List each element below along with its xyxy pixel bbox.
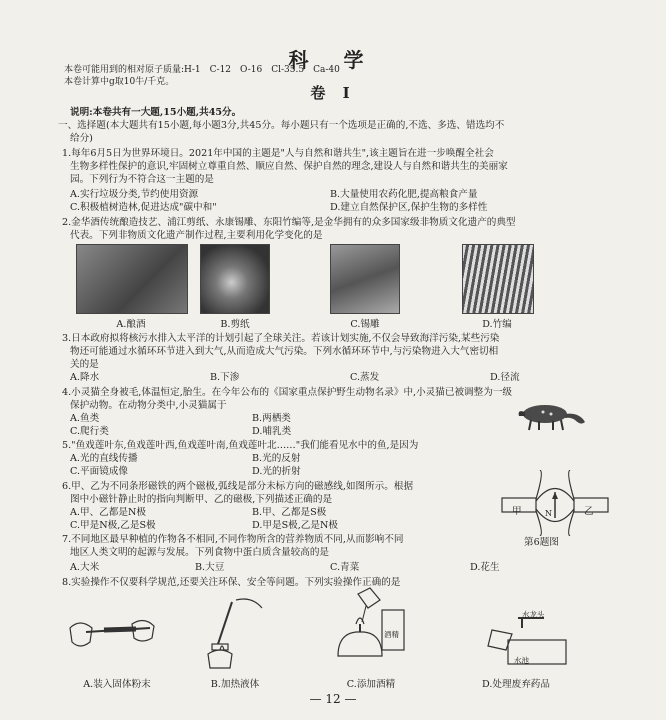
q3-stem-2: 物还可能通过水循环环节进入到大气,从而造成大气污染。下列水循环环节中,与污染物进入大气密切相 <box>70 346 499 357</box>
instructions-note: 说明:本卷共有一大题,15小题,共45分。 <box>70 107 242 118</box>
q5-option-a: A.光的直线传播 <box>70 453 138 464</box>
q6-figure-caption: 第6题图 <box>524 537 559 548</box>
q6-option-b: B.甲、乙都是S极 <box>252 507 327 518</box>
q5-stem-1: 5."鱼戏莲叶东,鱼戏莲叶西,鱼戏莲叶南,鱼戏莲叶北……"我们能看见水中的鱼,是因为 <box>62 440 419 451</box>
part1-heading: 一、选择题(本大题共有15小题,每小题3分,共45分。每小题只有一个选项是正确的,不选、多选、错选均不 <box>58 120 505 131</box>
q1-option-b: B.大量使用农药化肥,提高粮食产量 <box>330 189 478 200</box>
section-title: 卷 Ⅰ <box>310 84 356 102</box>
q5-option-c: C.平面镜成像 <box>70 466 129 477</box>
lab-powder-image <box>66 598 158 670</box>
q1-option-d: D.建立自然保护区,保护生物的多样性 <box>330 202 488 213</box>
q1-stem-1: 1.每年6月5日为世界环境日。2021年中国的主题是"人与自然和谐共生",该主题旨在进一步唤醒全社会 <box>62 148 494 159</box>
q4-option-d: D.哺乳类 <box>252 426 292 437</box>
photo-bamboo-weaving <box>462 244 534 314</box>
q7-option-d: D.花生 <box>470 562 500 573</box>
q8-option-a: A.装入固体粉末 <box>83 679 151 690</box>
q6-option-a: A.甲、乙都是N极 <box>70 507 146 518</box>
q6-stem-1: 6.甲、乙为不同条形磁铁的两个磁极,弧线是部分未标方向的磁感线,如图所示。根据 <box>62 481 414 492</box>
q4-option-a: A.鱼类 <box>70 413 100 424</box>
q4-option-c: C.爬行类 <box>70 426 109 437</box>
q6-option-c: C.甲是N极,乙是S极 <box>70 520 156 531</box>
q4-option-b: B.两栖类 <box>252 413 291 424</box>
q8-stem-1: 8.实验操作不仅要科学规范,还要关注环保、安全等问题。下列实验操作正确的是 <box>62 577 401 588</box>
photo-paper-cutting <box>200 244 270 314</box>
lab-heating-image <box>192 594 272 672</box>
atomic-masses: 本卷可能用到的相对原子质量:H-1 C-12 O-16 Cl-35.5 Ca-40 <box>64 65 340 75</box>
q1-stem-2: 生物多样性保护的意识,牢固树立尊重自然、顺应自然、保护自然的理念,建设人与自然和谐共生的美丽家 <box>70 161 508 172</box>
q3-option-c: C.蒸发 <box>350 372 380 383</box>
q8-option-d: D.处理废弃药品 <box>482 679 550 690</box>
photo-tin-carving <box>330 244 400 314</box>
magnet-label-left: 甲 <box>512 506 522 517</box>
q2-stem-1: 2.金华酒传统酿造技艺、浦江剪纸、永康锡雕、东阳竹编等,是金华拥有的众多国家级非物质文化遗产的典型 <box>62 217 516 228</box>
photo-brewing <box>76 244 188 314</box>
q3-stem-3: 关的是 <box>70 359 99 370</box>
q2-option-a: A.酿酒 <box>116 319 146 330</box>
q2-option-b: B.剪纸 <box>220 319 250 330</box>
q6-stem-2: 图中小磁针静止时的指向判断甲、乙的磁极,下列描述正确的是 <box>70 494 333 505</box>
magnet-field-diagram <box>500 470 610 536</box>
g-note: 本卷计算中g取10牛/千克。 <box>64 77 175 87</box>
q6-option-d: D.甲是S极,乙是N极 <box>252 520 338 531</box>
q2-option-d: D.竹编 <box>482 319 512 330</box>
q4-stem-1: 4.小灵猫全身被毛,体温恒定,胎生。在今年公布的《国家重点保护野生动物名录》中,小灵猫已被调整为一级 <box>62 387 513 398</box>
q1-stem-3: 园。下列行为不符合这一主题的是 <box>70 174 214 185</box>
q7-option-a: A.大米 <box>70 562 100 573</box>
sink-label: 水池 <box>514 656 529 665</box>
q3-stem-1: 3.日本政府拟将核污水排入太平洋的计划引起了全球关注。若该计划实施,不仅会导致海洋污染,某些污染 <box>62 333 500 344</box>
q5-option-b: B.光的反射 <box>252 453 301 464</box>
compass-n-label: N <box>545 509 552 518</box>
q8-option-b: B.加热液体 <box>210 679 260 690</box>
q1-option-c: C.积极植树造林,促进达成"碳中和" <box>70 202 217 213</box>
q7-stem-1: 7.不同地区最早种植的作物各不相同,不同作物所含的营养物质不同,从而影响不同 <box>62 534 404 545</box>
q3-option-a: A.降水 <box>70 372 100 383</box>
q7-option-b: B.大豆 <box>195 562 225 573</box>
civet-image <box>515 394 587 436</box>
q7-option-c: C.青菜 <box>330 562 360 573</box>
q2-option-c: C.锡雕 <box>350 319 380 330</box>
page-number: — 12 — <box>309 692 357 706</box>
q2-stem-2: 代表。下列非物质文化遗产制作过程,主要利用化学变化的是 <box>70 230 323 241</box>
part1-heading-cont: 给分) <box>70 133 93 144</box>
q3-option-d: D.径流 <box>490 372 520 383</box>
lab-alcohol-image <box>330 586 416 672</box>
alcohol-label: 酒精 <box>384 630 399 639</box>
page-title: 科 学 <box>288 48 378 72</box>
magnet-label-right: 乙 <box>584 506 594 517</box>
q1-option-a: A.实行垃圾分类,节约使用资源 <box>70 189 199 200</box>
q7-stem-2: 地区人类文明的起源与发展。下列食物中蛋白质含量较高的是 <box>70 547 330 558</box>
tap-label: 水龙头 <box>522 610 545 619</box>
q3-option-b: B.下渗 <box>210 372 240 383</box>
q8-option-c: C.添加酒精 <box>346 679 396 690</box>
q5-option-d: D.光的折射 <box>252 466 301 477</box>
q4-stem-2: 保护动物。在动物分类中,小灵猫属于 <box>70 400 227 411</box>
